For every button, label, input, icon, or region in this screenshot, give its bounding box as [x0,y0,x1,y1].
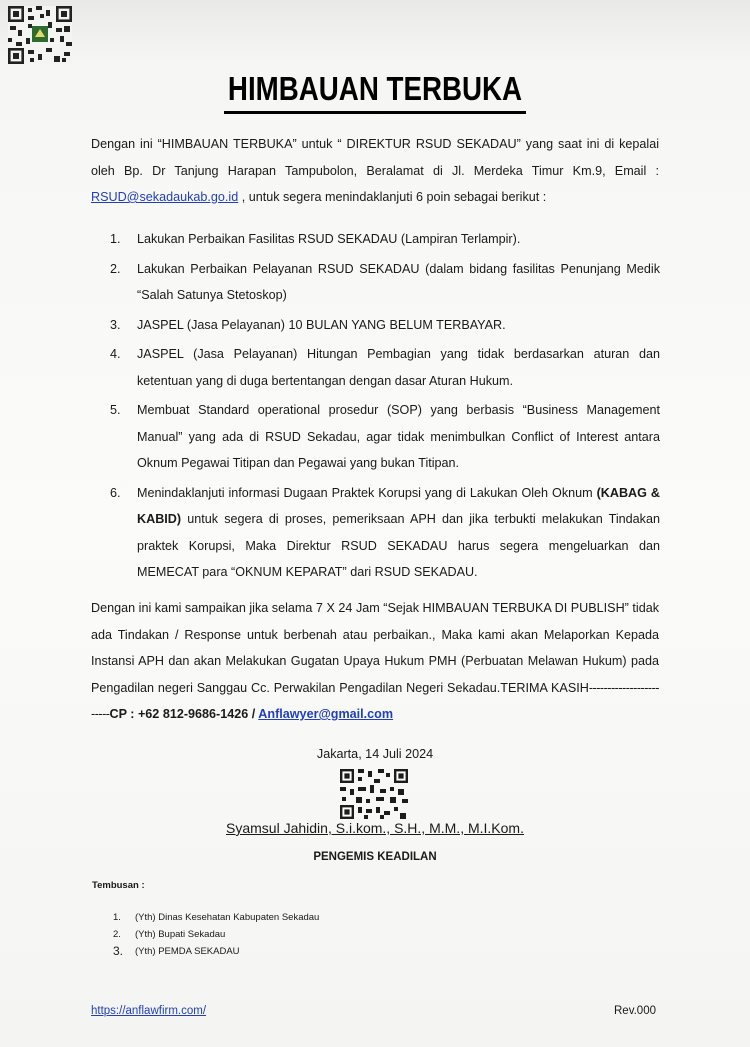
cc-item [113,909,319,926]
place-date: Jakarta, 14 Juli 2024 [316,747,434,761]
cc-number: 1. [113,912,121,923]
closing-paragraph [91,595,659,728]
cc-item [113,926,319,943]
signer-role: PENGEMIS KEADILAN [313,851,437,863]
cc-text: (Yth) Bupati Sekadau [135,929,226,940]
point-text-bold: (KABAG & KABID) [137,485,660,526]
document-title: HIMBAUAN TERBUKA [227,70,523,107]
intro-text-part2: , untuk segera menindaklanjuti 6 poin sebagai berikut : [238,190,547,204]
point-text: JASPEL (Jasa Pelayanan) Hitungan Pembagian yang tidak berdasarkan aturan dan ketentuan yang di duga bertentangan dengan dasar Aturan Hukum. [137,347,660,388]
closing-separator: ------------------------ [91,680,659,721]
signer-name-text: Syamsul Jahidin, S.i.kom., S.H., M.M., M.I.Kom. [226,820,524,836]
cc-number: 3. [113,944,124,958]
point-item [110,256,660,309]
cp-phone: +62 812-9686-1426 [137,707,249,721]
point-number: 2. [110,261,121,276]
point-text: Lakukan Perbaikan Pelayanan RSUD SEKADAU (dalam bidang fasilitas Penunjang Medik “Salah Satunya Stetoskop) [137,261,660,302]
point-item [110,226,660,253]
firm-website-link[interactable]: https://anflawfirm.com/ [91,1005,207,1017]
point-number: 4. [110,347,121,361]
contact-email-link[interactable]: Anflawyer@gmail.com [258,707,394,721]
point-item [110,397,660,477]
cc-text: (Yth) PEMDA SEKADAU [135,946,240,957]
cc-text: (Yth) Dinas Kesehatan Kabupaten Sekadau [135,912,320,923]
cp-slash: / [248,707,259,721]
intro-text-part1: Dengan ini “HIMBAUAN TERBUKA” untuk “ DIREKTUR RSUD SEKADAU” yang saat ini di kepalai oleh Bp. Dr Tanjung Harapan Tampubolon, Beralamat di Jl. Merdeka Timur Km.9, Email : [91,137,659,178]
cc-item [113,943,319,960]
point-text: Lakukan Perbaikan Fasilitas RSUD SEKADAU (Lampiran Terlampir). [137,232,521,246]
cp-label: CP : [109,707,138,721]
point-text-post: untuk segera di proses, pemeriksaan APH dan jika terbukti melakukan Tindakan praktek Korupsi, Maka Direktur RSUD SEKADAU harus segera mengeluarkan dan MEMECAT para “OKNUM KEPARAT” dari RSUD SEKADAU. [137,512,660,579]
points-list [110,226,660,589]
point-number: 5. [110,403,121,417]
intro-paragraph [91,131,659,211]
cc-list [113,909,319,960]
point-text: Membuat Standard operational prosedur (SOP) yang berbasis “Business Management Manual” yang ada di RSUD Sekadau, agar tidak menimbulkan Conflict of Interest antara Oknum Pegawai Titipan dan Pegawai yang bukan Titipan. [137,403,660,470]
cc-label: Tembusan : [92,880,145,891]
point-number: 1. [110,232,121,246]
point-item [110,341,660,394]
signature-qr-code [340,769,408,819]
point-number: 6. [110,485,121,500]
cc-number: 2. [113,929,121,940]
point-text-pre: Menindaklanjuti informasi Dugaan Praktek Korupsi yang di Lakukan Oleh Oknum [137,485,597,500]
point-item [110,480,660,586]
revision-label: Rev.000 [614,1005,656,1017]
closing-text: Dengan ini kami sampaikan jika selama 7 X 24 Jam “Sejak HIMBAUAN TERBUKA DI PUBLISH” tidak ada Tindakan / Response untuk berbenah atau perbaikan., Maka kami akan Melaporkan Kepada Instansi APH dan akan Melakukan Gugatan Upaya Hukum PMH (Perbuatan Melawan Hukum) pada Pengadilan negeri Sanggau Cc. Perwakilan Pengadilan Negeri Sekadau.TERIMA KASIH [91,601,659,695]
signer-name [0,820,750,836]
point-item [110,312,660,339]
title-underline [224,111,526,114]
point-number: 3. [110,317,121,332]
point-text: JASPEL (Jasa Pelayanan) 10 BULAN YANG BELUM TERBAYAR. [137,317,506,332]
rsud-email-link[interactable]: RSUD@sekadaukab.go.id [91,190,239,204]
qr-code-top [8,6,72,64]
